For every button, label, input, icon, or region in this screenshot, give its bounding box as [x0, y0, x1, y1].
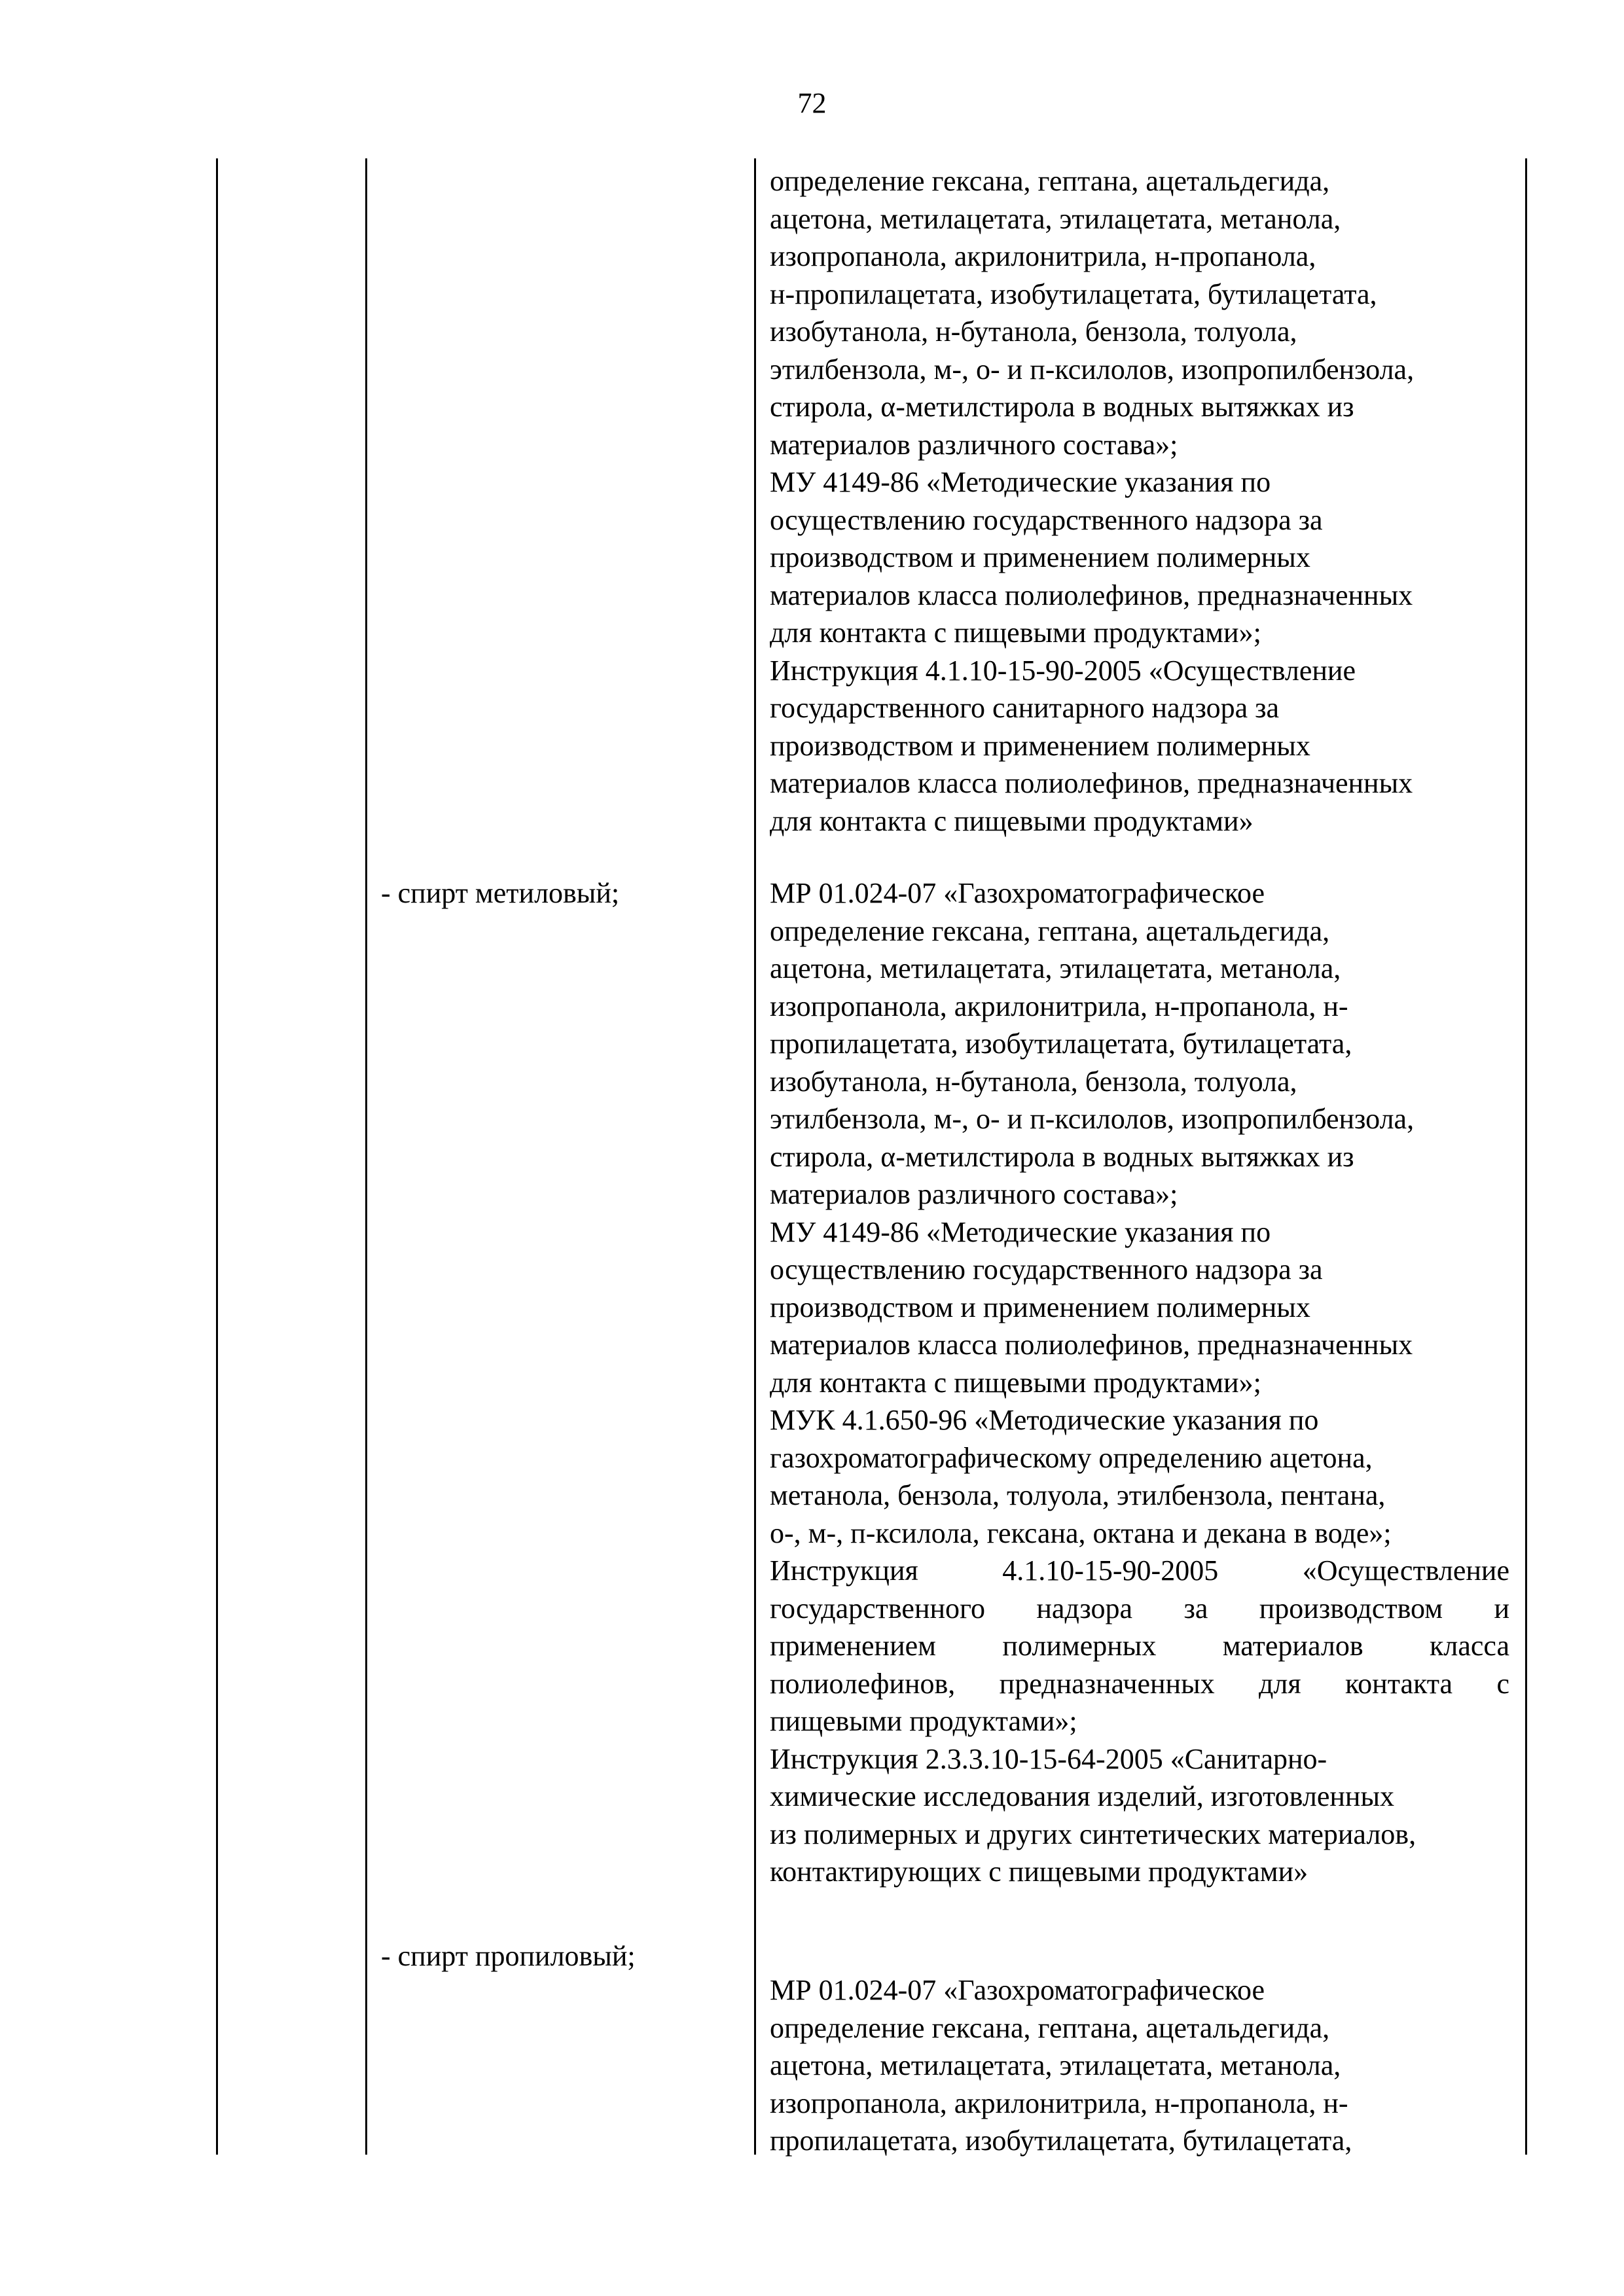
substance-methyl-alcohol: - спирт метиловый; — [381, 877, 620, 909]
text-line: материалов класса полиолефинов, предназначенных — [770, 1329, 1413, 1361]
text-line: материалов различного состава»; — [770, 428, 1178, 461]
text-line: государственного санитарного надзора за — [770, 692, 1280, 724]
text-line: для контакта с пищевыми продуктами»; — [770, 617, 1261, 649]
text-line: производством и применением полимерных — [770, 1291, 1310, 1323]
text-line: пропилацетата, изобутилацетата, бутилацетата, — [770, 1028, 1352, 1060]
text-line: стирола, α-метилстирола в водных вытяжках из — [770, 391, 1354, 423]
method-text-block-3 — [770, 1971, 1509, 2160]
text-line: материалов различного состава»; — [770, 1178, 1178, 1210]
text-line: для контакта с пищевыми продуктами» — [770, 804, 1254, 837]
text-line: о-, м-, п-ксилола, гексана, октана и декана в воде»; — [770, 1516, 1392, 1549]
text-line: Инструкция 4.1.10-15-90-2005 «Осуществление — [770, 654, 1356, 687]
text-line-justified: Инструкция 4.1.10-15-90-2005 «Осуществление — [770, 1554, 1509, 1587]
text-line: ацетона, метилацетата, этилацетата, метанола, — [770, 2049, 1341, 2081]
text-line: производством и применением полимерных — [770, 541, 1310, 573]
substance-propyl-alcohol: - спирт пропиловый; — [381, 1940, 636, 1972]
text-line: пищевыми продуктами»; — [770, 1705, 1077, 1737]
text-line: определение гексана, гептана, ацетальдегида, — [770, 165, 1330, 197]
text-line: МУК 4.1.650-96 «Методические указания по — [770, 1404, 1319, 1436]
text-line: Инструкция 2.3.3.10-15-64-2005 «Санитарно- — [770, 1742, 1327, 1775]
text-line: контактирующих с пищевыми продуктами» — [770, 1856, 1308, 1888]
text-line: изопропанола, акрилонитрила, н-пропанола, н- — [770, 990, 1348, 1022]
text-line: МУ 4149-86 «Методические указания по — [770, 466, 1271, 498]
text-line: этилбензола, м-, о- и п-ксилолов, изопропилбензола, — [770, 1103, 1415, 1135]
text-line: ацетона, метилацетата, этилацетата, метанола, — [770, 952, 1341, 984]
text-line: пропилацетата, изобутилацетата, бутилацетата, — [770, 2125, 1352, 2157]
text-line: определение гексана, гептана, ацетальдегида, — [770, 914, 1330, 947]
text-line: материалов класса полиолефинов, предназначенных — [770, 767, 1413, 799]
text-line: МР 01.024-07 «Газохроматографическое — [770, 877, 1265, 909]
text-line: метанола, бензола, толуола, этилбензола, пентана, — [770, 1479, 1386, 1511]
text-line: н-пропилацетата, изобутилацетата, бутилацетата, — [770, 278, 1377, 310]
table-divider-1 — [365, 158, 367, 2155]
text-line: стирола, α-метилстирола в водных вытяжках из — [770, 1140, 1354, 1173]
text-line: из полимерных и других синтетических материалов, — [770, 1818, 1416, 1850]
text-line: материалов класса полиолефинов, предназначенных — [770, 579, 1413, 611]
method-text-block-1 — [770, 162, 1509, 840]
text-line: изопропанола, акрилонитрила, н-пропанола, н- — [770, 2087, 1348, 2119]
table-border-right — [1525, 158, 1527, 2155]
text-line: ацетона, метилацетата, этилацетата, метанола, — [770, 202, 1341, 235]
text-line: изопропанола, акрилонитрила, н-пропанола, — [770, 240, 1316, 272]
text-line: производством и применением полимерных — [770, 729, 1310, 762]
text-line: определение гексана, гептана, ацетальдегида, — [770, 2011, 1330, 2044]
page-number: 72 — [797, 87, 827, 119]
text-line: изобутанола, н-бутанола, бензола, толуола, — [770, 315, 1297, 348]
table-border-left — [216, 158, 218, 2155]
method-text-block-2 — [770, 874, 1509, 1891]
text-line-justified: полиолефинов, предназначенных для контакта с — [770, 1667, 1509, 1700]
text-line: изобутанола, н-бутанола, бензола, толуола, — [770, 1065, 1297, 1098]
text-line-justified: применением полимерных материалов класса — [770, 1630, 1509, 1662]
text-line-justified: государственного надзора за производством и — [770, 1592, 1509, 1624]
table-divider-2 — [754, 158, 756, 2155]
text-line: для контакта с пищевыми продуктами»; — [770, 1366, 1261, 1399]
text-line: газохроматографическому определению ацетона, — [770, 1441, 1373, 1474]
text-line: МУ 4149-86 «Методические указания по — [770, 1215, 1271, 1248]
text-line: осуществлению государственного надзора за — [770, 1253, 1323, 1285]
text-line: МР 01.024-07 «Газохроматографическое — [770, 1974, 1265, 2006]
text-line: химические исследования изделий, изготовленных — [770, 1780, 1395, 1812]
text-line: осуществлению государственного надзора за — [770, 503, 1323, 536]
text-line: этилбензола, м-, о- и п-ксилолов, изопропилбензола, — [770, 353, 1415, 386]
